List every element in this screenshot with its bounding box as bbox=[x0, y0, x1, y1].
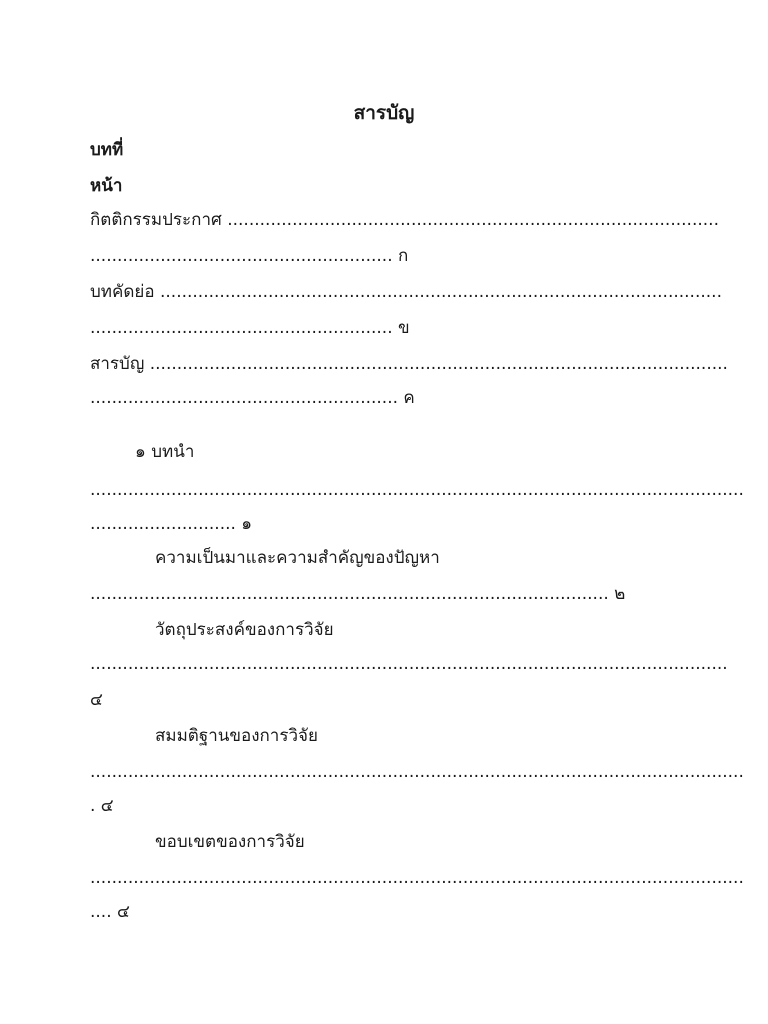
toc-section-scope-leader: ......................................................................................................................... bbox=[90, 868, 744, 888]
page-column-label: หน้า bbox=[90, 176, 123, 196]
toc-section-background: ความเป็นมาและความสำคัญของปัญหา bbox=[155, 548, 440, 568]
toc-section-objectives-leader: ...................................................................................................................... bbox=[90, 654, 728, 674]
toc-section-scope: ขอบเขตของการวิจัย bbox=[155, 832, 305, 852]
toc-entry-contents: สารบัญ ........................................................................................................... bbox=[90, 354, 728, 374]
toc-section-hypothesis: สมมติฐานของการวิจัย bbox=[155, 726, 318, 746]
toc-entry-abstract-page: ........................................................ ข bbox=[90, 318, 410, 338]
toc-section-objectives-page: ๔ bbox=[90, 690, 103, 710]
toc-section-hypothesis-leader: ......................................................................................................................... bbox=[90, 762, 744, 782]
toc-chapter-1-leader: ......................................................................................................................... bbox=[90, 480, 744, 500]
toc-entry-contents-page: ......................................................... ค bbox=[90, 388, 415, 408]
toc-entry-acknowledgement: กิตติกรรมประกาศ ........................................................................................... bbox=[90, 210, 719, 230]
toc-chapter-1: ๑ บทนำ bbox=[135, 442, 195, 462]
toc-section-objectives: วัตถุประสงค์ของการวิจัย bbox=[155, 620, 334, 640]
toc-section-scope-page: .... ๔ bbox=[90, 902, 130, 922]
toc-section-background-page: ................................................................................................ ๒ bbox=[90, 584, 626, 604]
chapter-column-label: บทที่ bbox=[90, 140, 124, 160]
page-title: สารบัญ bbox=[353, 102, 415, 124]
toc-entry-abstract: บทคัดย่อ ........................................................................................................ bbox=[90, 282, 722, 302]
toc-chapter-1-page: ........................... ๑ bbox=[90, 514, 253, 534]
toc-entry-acknowledgement-page: ........................................................ ก bbox=[90, 246, 409, 266]
toc-section-hypothesis-page: . ๔ bbox=[90, 796, 114, 816]
